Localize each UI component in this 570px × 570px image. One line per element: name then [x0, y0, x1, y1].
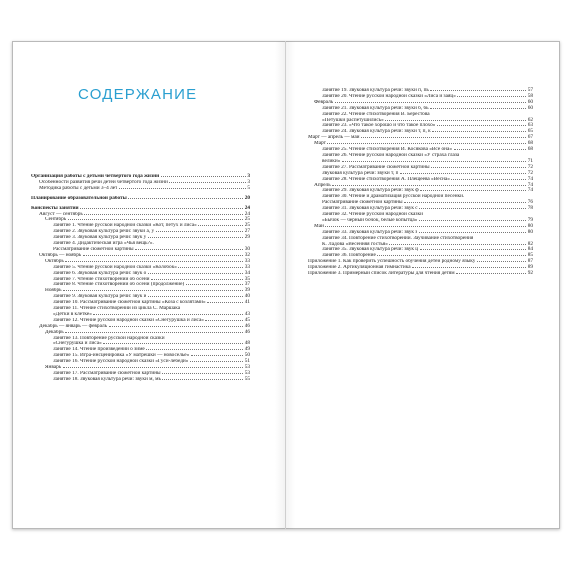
toc-dot-leader	[457, 96, 526, 97]
toc-entry-title: Занятие 10. Рассматривание сюжетной картины «Коза с козлятами»	[53, 300, 206, 306]
toc-page-number: 85	[527, 252, 533, 259]
toc-page-number: 51	[244, 358, 250, 365]
toc-entry-title: Занятие 8. Чтение стихотворений об осени (продолжение)	[53, 282, 185, 288]
toc-dot-leader	[93, 314, 243, 315]
toc-page-number: 39	[244, 287, 250, 294]
toc-entry-title: Занятие 14. Чтение произведений о зиме	[53, 347, 145, 353]
toc-entry-title: Ноябрь	[45, 288, 62, 294]
toc-dot-leader	[454, 149, 527, 150]
toc-right-column	[300, 88, 533, 277]
toc-entry-title: Конспекты занятий	[31, 205, 79, 211]
toc-page-number: 40	[244, 293, 250, 300]
toc-entry-title: Занятие 26. Чтение русской народной сказки «У страха глаза	[322, 152, 460, 158]
toc-entry-title: велики»	[322, 158, 341, 164]
toc-entry-title: Приложение 1. Как проверить успешность обучения детей родному языку	[308, 259, 476, 265]
toc-page-number: 32	[244, 251, 250, 258]
toc-dot-leader	[420, 190, 526, 191]
toc-page-number: 57	[527, 87, 533, 93]
toc-entry-title: Особенности развития речи детей четвертого года жизни	[39, 179, 168, 185]
toc-page-number: 72	[527, 163, 533, 170]
toc-dot-leader	[419, 208, 526, 209]
toc-page-number: 62	[527, 116, 533, 123]
toc-dot-leader	[412, 267, 526, 268]
toc-page-number: 63	[527, 122, 533, 129]
toc-entry-title: Занятие 18. Звуковая культура речи: звуки м, мь	[53, 376, 161, 382]
toc-dot-leader	[404, 202, 526, 203]
toc-dot-leader	[162, 379, 243, 380]
toc-left-column	[31, 174, 250, 383]
toc-lesson-entry	[31, 377, 250, 383]
toc-page-number: 20	[244, 194, 250, 201]
toc-entry-title: Занятие 9. Звуковая культура речи: звук и	[53, 294, 147, 300]
toc-entry-title: Февраль	[314, 99, 334, 105]
toc-page-number: 53	[244, 370, 250, 376]
toc-entry-title: Март	[314, 141, 326, 147]
toc-dot-leader	[109, 326, 244, 327]
toc-page-number: 68	[527, 140, 533, 147]
toc-page-number: 45	[244, 316, 250, 323]
toc-page-number: 5	[247, 184, 250, 191]
toc-page-number: 43	[244, 310, 250, 317]
toc-entry-title: Занятие 7. Чтение стихотворений об осени	[53, 276, 150, 282]
toc-dot-leader	[162, 373, 243, 374]
toc-page-number: 50	[244, 352, 250, 359]
toc-entry-title: Звуковая культура речи: звуки т, п	[322, 170, 399, 176]
toc-page-number: 25	[244, 216, 250, 223]
toc-page-number: 35	[244, 275, 250, 282]
toc-entry-title: «Снегурушка и лиса»	[53, 341, 102, 347]
toc-dot-leader	[385, 120, 526, 121]
toc-entry-title: Приложение 2. Артикуляционная гимнастика	[308, 265, 411, 271]
toc-entry-title: Занятие 29. Звуковая культура речи: звук ф	[322, 188, 419, 194]
toc-entry-title: Занятие 1. Чтение русской народной сказки «Кот, петух и лиса»	[53, 223, 197, 229]
toc-dot-leader	[430, 90, 526, 91]
toc-dot-leader	[148, 273, 243, 274]
toc-entry-title: Занятие 30. Чтение и драматизация русской народной песенки.	[322, 194, 465, 200]
toc-dot-leader	[148, 296, 243, 297]
toc-entry-title: Декабрь — январь — февраль	[39, 323, 108, 329]
toc-page-number: 60	[527, 98, 533, 105]
toc-dot-leader	[186, 284, 243, 285]
toc-page-number: 82	[527, 240, 533, 247]
toc-entry-title: Август — сентябрь	[39, 211, 83, 217]
toc-entry-title: Апрель	[314, 182, 331, 188]
toc-entry-title: Занятие 4. Дидактическая игра «Чья вещь?».	[53, 241, 154, 247]
toc-page-number: 27	[244, 228, 250, 235]
toc-entry-title: Занятие 20. Чтение русской народной сказки «Лиса и заяц»	[322, 93, 456, 99]
toc-page-number: 41	[244, 299, 250, 306]
toc-entry-title: Занятие 6. Звуковая культура речи: звук о	[53, 270, 147, 276]
toc-entry-title: Занятие 22. Чтение стихотворения В. Берестова	[322, 111, 430, 117]
toc-dot-leader	[456, 273, 526, 274]
toc-dot-leader	[207, 302, 243, 303]
toc-page-number: 92	[527, 270, 533, 277]
toc-page-number: 3	[247, 178, 250, 185]
toc-dot-leader	[327, 143, 526, 144]
toc-page-number: 74	[527, 175, 533, 182]
toc-page-number: 53	[244, 364, 250, 371]
toc-page-number: 37	[244, 281, 250, 288]
toc-dot-leader	[342, 161, 526, 162]
toc-entry-title: Декабрь	[45, 329, 64, 335]
toc-entry-title: Май	[314, 223, 324, 229]
toc-entry-title: Занятие 33. Звуковая культура речи: звук з	[322, 229, 418, 235]
toc-page-number: 24	[244, 210, 250, 217]
toc-entry-title: Занятие 11. Чтение стихотворений из цикла С. Маршака	[53, 306, 181, 312]
toc-page-number: 33	[244, 263, 250, 270]
toc-page-number: 29	[244, 234, 250, 241]
toc-dot-leader	[161, 176, 246, 177]
toc-page-number: 46	[244, 328, 250, 335]
book-spine	[285, 41, 286, 529]
toc-page-number: 30	[244, 245, 250, 252]
toc-dot-leader	[80, 208, 243, 209]
toc-entry-title: Занятие 13. Повторение русской народной сказки	[53, 335, 165, 341]
toc-dot-leader	[419, 232, 526, 233]
toc-entry-title: Октябрь	[45, 258, 64, 264]
toc-dot-leader	[432, 131, 526, 132]
toc-dot-leader	[63, 290, 243, 291]
toc-dot-leader	[420, 249, 527, 250]
toc-entry-title: Занятие 23. «Что такое хорошо и что такое плохо»	[322, 123, 436, 129]
toc-dot-leader	[361, 137, 526, 138]
toc-dot-leader	[205, 320, 243, 321]
toc-entry-title: Занятие 31. Звуковая культура речи: звук с	[322, 206, 418, 212]
toc-page-number: 87	[527, 258, 533, 265]
toc-entry-title: Занятие 19. Звуковая культура речи: звуки п, пь	[322, 88, 429, 93]
toc-dot-leader	[451, 179, 526, 180]
toc-page-number: 74	[527, 181, 533, 188]
toc-page-number: 72	[527, 169, 533, 176]
toc-page-number: 65	[527, 128, 533, 135]
toc-page-number: 34	[244, 269, 250, 276]
toc-entry-title: Занятие 36. Повторение	[322, 253, 376, 259]
toc-page-number: 74	[527, 187, 533, 194]
toc-entry-title: Методика работы с детьми 3–4 лет	[39, 185, 118, 191]
toc-entry-title: Занятие 27. Рассматривание сюжетной картины	[322, 164, 430, 170]
toc-dot-leader	[65, 261, 243, 262]
toc-dot-leader	[83, 255, 243, 256]
toc-dot-leader	[191, 355, 243, 356]
toc-dot-leader	[65, 332, 243, 333]
toc-dot-leader	[119, 188, 246, 189]
toc-entry-title: Занятие 15. Игра-инсценировка «У матрешки — новоселье»	[53, 353, 190, 359]
toc-entry-title: Рассматривание сюжетной картины	[322, 200, 403, 206]
toc-entry-title: Занятие 34. Повторение стихотворений. Заучивание стихотворения	[322, 235, 474, 241]
toc-page-number: 84	[527, 246, 533, 253]
toc-dot-leader	[325, 226, 526, 227]
toc-dot-leader	[332, 185, 526, 186]
toc-entry-title: Занятие 3. Звуковая культура речи: звук у	[53, 235, 147, 241]
toc-dot-leader	[335, 102, 527, 103]
toc-entry-title: Занятие 12. Чтение русской народной сказки «Снегурушка и лиса»	[53, 317, 204, 323]
toc-dot-leader	[156, 231, 244, 232]
toc-page-number: 58	[527, 92, 533, 99]
toc-dot-leader	[68, 219, 243, 220]
toc-dot-leader	[84, 214, 243, 215]
toc-page-number: 33	[244, 257, 250, 264]
toc-dot-leader	[151, 279, 243, 280]
toc-entry-title: Занятие 24. Звуковая культура речи: звуки т, п, к	[322, 129, 431, 135]
toc-entry-title: Занятие 2. Звуковая культура речи: звуки а, у	[53, 229, 155, 235]
toc-dot-leader	[190, 361, 243, 362]
toc-dot-leader	[377, 255, 526, 256]
toc-page-number: 67	[527, 134, 533, 141]
toc-dot-leader	[146, 349, 243, 350]
toc-dot-leader	[63, 367, 243, 368]
toc-dot-leader	[389, 244, 526, 245]
toc-entry-title: Сентябрь	[45, 217, 67, 223]
toc-page-number: 46	[244, 322, 250, 329]
toc-entry-title: Занятие 21. Звуковая культура речи: звуки б, бь	[322, 105, 429, 111]
toc-dot-leader	[178, 267, 243, 268]
toc-dot-leader	[148, 237, 243, 238]
toc-entry-title: Занятие 16. Чтение русской народной сказки «Гуси-лебеди»	[53, 359, 189, 365]
toc-page-number: 24	[244, 204, 250, 211]
toc-page-number: 89	[527, 264, 533, 271]
toc-entry-title: Занятие 32. Чтение русской народной сказки	[322, 212, 423, 218]
toc-page-number: 25	[244, 222, 250, 229]
toc-entry-title: Занятие 28. Чтение стихотворения А. Плещеева «Весна»	[322, 176, 450, 182]
toc-entry-title: Январь	[45, 365, 62, 371]
toc-entry-title: Занятие 17. Рассматривание сюжетной картины	[53, 371, 161, 376]
toc-page-number: 79	[527, 216, 533, 223]
toc-page-number: 68	[527, 146, 533, 153]
toc-entry-title: Занятие 5. Чтение русской народной сказки «Колобок»	[53, 264, 177, 270]
toc-page-number: 76	[527, 199, 533, 206]
toc-page-number: 60	[527, 104, 533, 111]
toc-page-number: 55	[244, 375, 250, 382]
toc-page-number: 3	[247, 173, 250, 179]
toc-page-number: 80	[527, 222, 533, 229]
toc-page-number: 49	[244, 346, 250, 353]
toc-dot-leader	[400, 173, 526, 174]
toc-page-number: 48	[244, 340, 250, 347]
toc-dot-leader	[477, 261, 526, 262]
toc-entry-title: Март — апрель — май	[308, 135, 360, 141]
toc-entry-title: «Петушки распетушились»	[322, 117, 384, 123]
toc-page-number: 71	[527, 157, 533, 164]
toc-entry-title: Рассматривание сюжетной картины	[53, 246, 134, 252]
toc-entry-title: Занятие 35. Звуковая культура речи: звук ц	[322, 247, 419, 253]
toc-dot-leader	[169, 182, 246, 183]
toc-page-number: 80	[527, 228, 533, 235]
page-title: СОДЕРЖАНИЕ	[78, 86, 198, 103]
toc-dot-leader	[437, 125, 526, 126]
toc-dot-leader	[135, 249, 243, 250]
toc-entry-title: Приложение 3. Примерный список литературы для чтения детям	[308, 271, 455, 277]
toc-dot-leader	[419, 220, 526, 221]
toc-entry-title: Планирование образовательной работы	[31, 195, 127, 201]
toc-entry-title: Организация работы с детьми четвертого года жизни	[31, 174, 160, 179]
toc-page-number: 78	[527, 205, 533, 212]
toc-dot-leader	[103, 343, 243, 344]
toc-dot-leader	[430, 108, 526, 109]
toc-entry-title: Октябрь — ноябрь	[39, 252, 82, 258]
toc-entry-title: Занятие 25. Чтение стихотворения И. Косякова «Все она»	[322, 147, 453, 153]
toc-dot-leader	[431, 167, 526, 168]
toc-period-entry	[300, 271, 533, 277]
toc-dot-leader	[128, 198, 243, 199]
toc-entry-title: К. Ладова «Весенняя гостья»	[322, 241, 388, 247]
toc-entry-title: «Бычок — черный бочок, белые копытца»	[322, 217, 418, 223]
toc-dot-leader	[198, 225, 243, 226]
toc-entry-title: «Детки в клетке»	[53, 311, 92, 317]
